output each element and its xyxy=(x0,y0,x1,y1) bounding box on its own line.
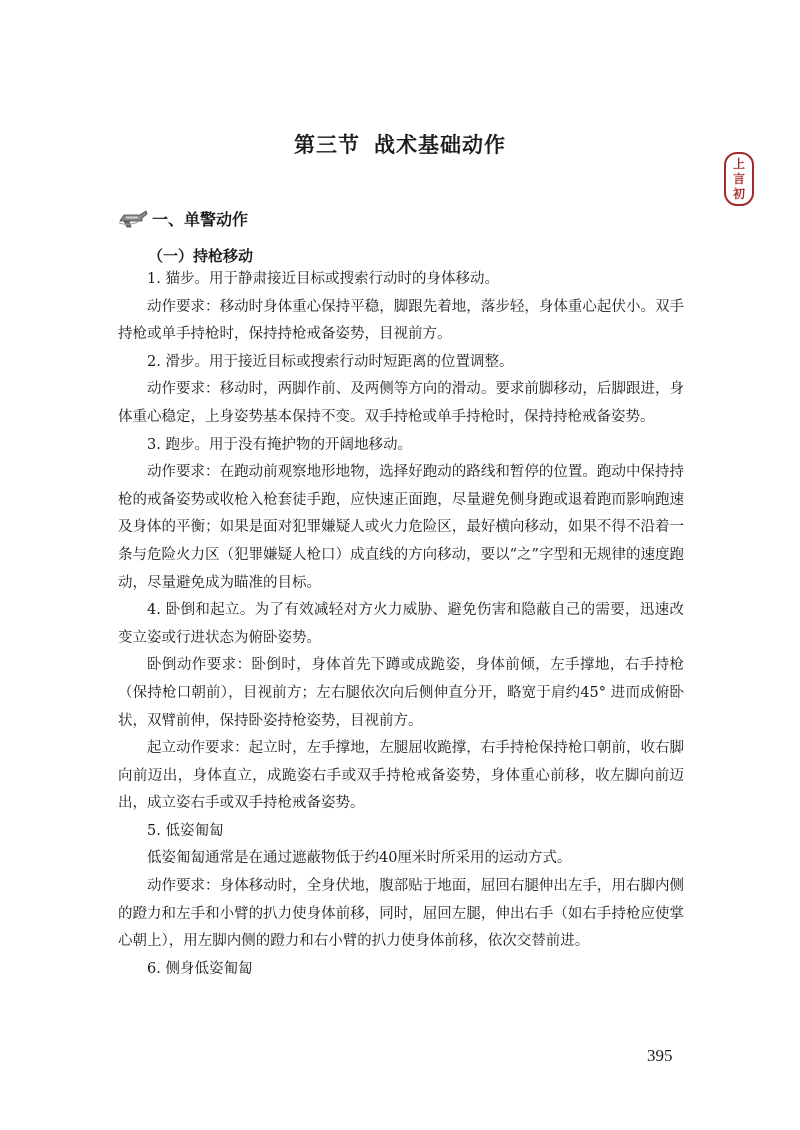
paragraph: 动作要求：移动时身体重心保持平稳，脚跟先着地，落步轻，身体重心起伏小。双手持枪或单手持枪时，保持持枪戒备姿势，目视前方。 xyxy=(118,298,684,343)
heading-level-2: （一）持枪移动 xyxy=(148,247,254,265)
heading-level-1 xyxy=(118,206,248,230)
side-seal-stamp xyxy=(724,152,754,206)
paragraph: 动作要求：在跑动前观察地形地物，选择好跑动的路线和暂停的位置。跑动中保持持枪的戒备姿势或收枪入枪套徒手跑，应快速正面跑，尽量避免侧身跑或退着跑而影响跑速及身体的平衡；如果是面对犯罪嫌疑人或火力危险区，最好横向移动，如果不得不沿着一条与危险火力区（犯罪嫌疑人枪口）成直线的方向移动，要以“之”字型和无规律的速度跑动，尽量避免成为瞄准的目标。 xyxy=(118,464,684,591)
paragraph: 5. 低姿匍匐 xyxy=(147,822,224,839)
section-title xyxy=(0,129,800,159)
section-name: 战术基础动作 xyxy=(374,133,506,157)
heading-level-1-label: 一、单警动作 xyxy=(152,209,249,229)
paragraph: 动作要求：移动时，两脚作前、及两侧等方向的滑动。要求前脚移动，后脚跟进，身体重心稳定，上身姿势基本保持不变。双手持枪或单手持枪时，保持持枪戒备姿势。 xyxy=(118,381,684,425)
paragraph: 低姿匍匐通常是在通过遮蔽物低于约40厘米时所采用的运动方式。 xyxy=(147,850,572,867)
seal-char: 言 xyxy=(732,171,745,186)
body-text xyxy=(118,266,684,983)
seal-char: 初 xyxy=(732,186,745,201)
paragraph: 卧倒动作要求：卧倒时，身体首先下蹲或成跪姿，身体前倾，左手撑地，右手持枪（保持枪口朝前），目视前方；左右腿依次向后侧伸直分开，略宽于肩约45° 进而成俯卧状，双臂前伸，保持卧姿持枪姿势，目视前方。 xyxy=(118,657,684,729)
paragraph: 动作要求：身体移动时，全身伏地，腹部贴于地面，屈回右腿伸出左手，用右脚内侧的蹬力和左手和小臂的扒力使身体前移，同时，屈回左腿，伸出右手（如右手持枪应使掌心朝上），用左脚内侧的蹬力和右小臂的扒力使身体前移，依次交替前进。 xyxy=(118,878,684,950)
paragraph: 4. 卧倒和起立。为了有效减轻对方火力威胁、避免伤害和隐蔽自己的需要，迅速改变立姿或行进状态为俯卧姿势。 xyxy=(118,602,684,646)
seal-char: 上 xyxy=(732,156,745,171)
paragraph: 6. 侧身低姿匍匐 xyxy=(147,960,253,977)
paragraph: 起立动作要求：起立时，左手撑地，左腿屈收跪撑，右手持枪保持枪口朝前，收右脚向前迈出，身体直立，成跪姿右手或双手持枪戒备姿势，身体重心前移，收左脚向前迈出，成立姿右手或双手持枪戒备姿势。 xyxy=(118,740,684,812)
paragraph: 1. 猫步。用于静肃接近目标或搜索行动时的身体移动。 xyxy=(147,271,499,287)
section-number: 第三节 xyxy=(294,133,360,157)
paragraph: 3. 跑步。用于没有掩护物的开阔地移动。 xyxy=(147,436,412,453)
paragraph: 2. 滑步。用于接近目标或搜索行动时短距离的位置调整。 xyxy=(147,353,514,370)
page-number: 395 xyxy=(647,1046,673,1065)
gun-icon xyxy=(118,207,148,229)
